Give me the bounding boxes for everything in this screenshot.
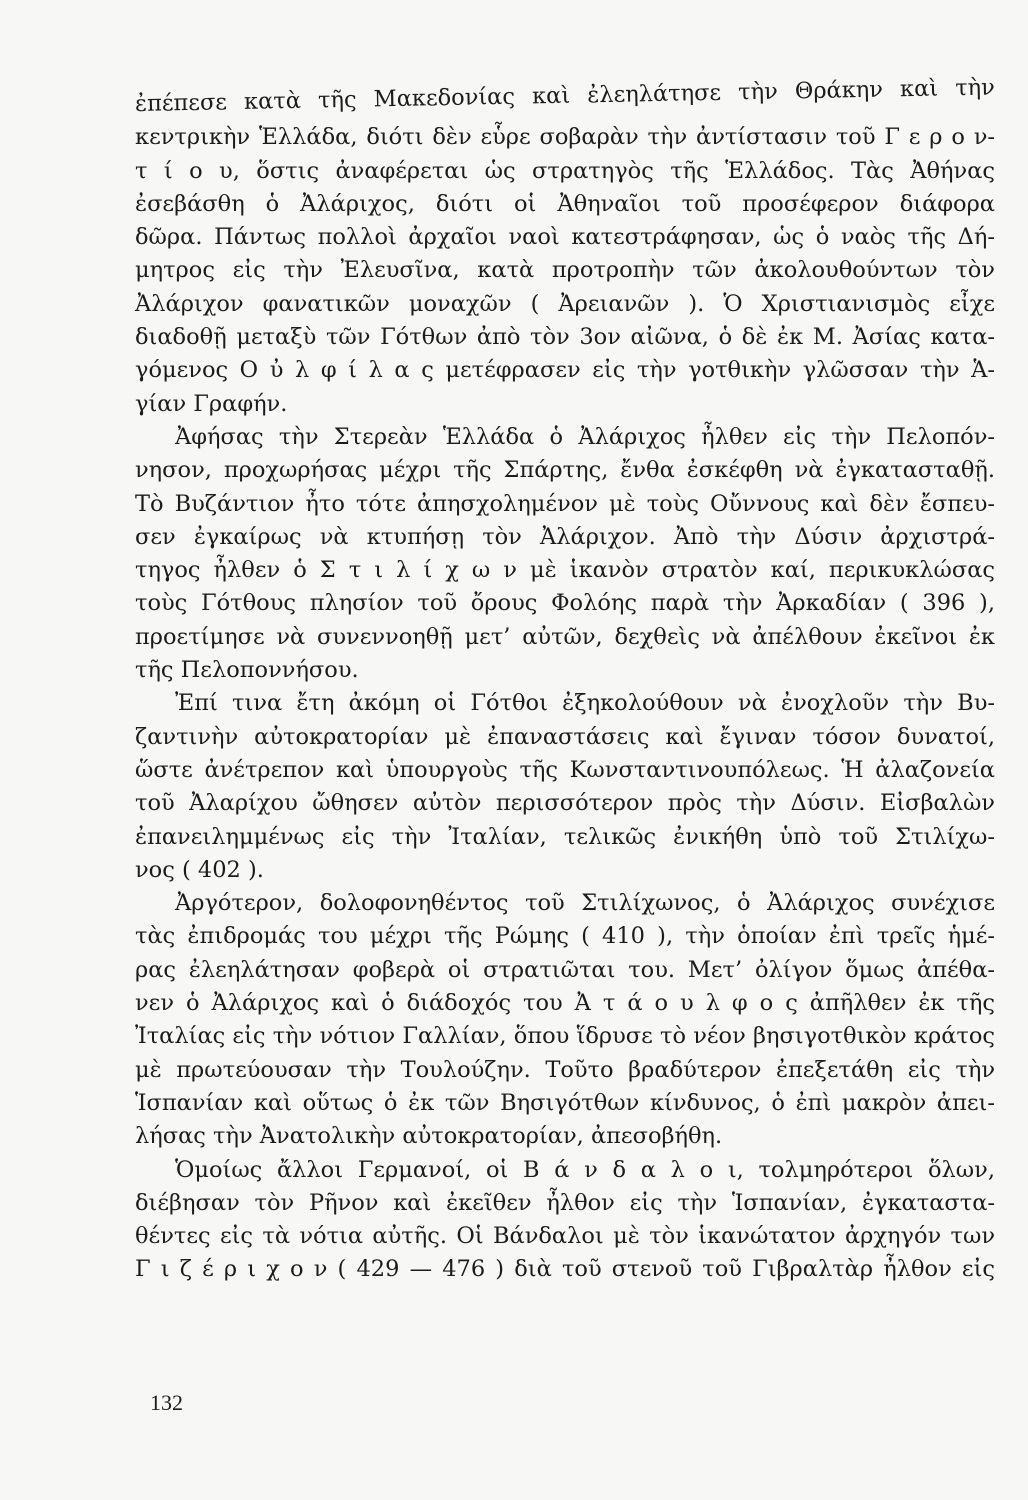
text-line: ἐσεβάσθη ὁ Ἀλάριχος, διότι οἱ Ἀθηναῖοι τοῦ προσέφερον διάφορα [135, 190, 995, 217]
text-line: διέβησαν τὸν Ρῆνον καὶ ἐκεῖθεν ἦλθον εἰς τὴν Ἱσπανίαν, ἐγκαταστα- [135, 1189, 995, 1216]
text-line: θέντες εἰς τὰ νότια αὐτῆς. Οἱ Βάνδαλοι μὲ τὸν ἱκανώτατον ἀρχηγόν των [135, 1223, 995, 1250]
text-line: ζαντινὴν αὐτοκρατορίαν μὲ ἐπαναστάσεις καὶ ἔγιναν τόσον δυνατοί, [135, 723, 995, 750]
text-line: Ἀλάριχον φανατικῶν μοναχῶν ( Ἀρειανῶν ). Ὁ Χριστιανισμὸς εἶχε [135, 290, 995, 317]
text-line: ἐπέπεσε κατὰ τῆς Μακεδονίας καὶ ἐλεηλάτησε τὴν Θράκην καὶ τὴν [134, 74, 996, 117]
text-line: μητρος εἰς τὴν Ἐλευσῖνα, κατὰ προτροπὴν τῶν ἀκολουθούντων τὸν [135, 257, 995, 284]
text-line: γόμενος Ο ὐ λ φ ί λ α ς μετέφρασεν εἰς τὴν γοτθικὴν γλῶσσαν τὴν Ἁ- [135, 357, 995, 384]
text-line: ὥστε ἀνέτρεπον καὶ ὑπουργοὺς τῆς Κωνσταντινουπόλεως. Ἡ ἀλαζονεία [135, 756, 995, 783]
text-line: τὰς ἐπιδρομάς του μέχρι τῆς Ρώμης ( 410 ), τὴν ὁποίαν ἐπὶ τρεῖς ἡμέ- [135, 923, 995, 950]
text-line: Γ ι ζ έ ρ ι χ ο ν ( 429 — 476 ) διὰ τοῦ στενοῦ τοῦ Γιβραλτὰρ ἦλθον εἰς [135, 1256, 995, 1283]
text-line: τ ί ο υ, ὅστις ἀναφέρεται ὡς στρατηγὸς τῆς Ἑλλάδος. Τὰς Ἀθήνας [135, 157, 995, 184]
text-line: τοὺς Γότθους πλησίον τοῦ ὄρους Φολόης παρὰ τὴν Ἀρκαδίαν ( 396 ), [135, 590, 995, 617]
text-line: Ἱσπανίαν καὶ οὕτως ὁ ἐκ τῶν Βησιγότθων κίνδυνος, ὁ ἐπὶ μακρὸν ἀπει- [135, 1089, 995, 1116]
text-line: λήσας τὴν Ἀνατολικὴν αὐτοκρατορίαν, ἀπεσοβήθη. [135, 1123, 723, 1150]
text-line: κεντρικὴν Ἑλλάδα, διότι δὲν εὗρε σοβαρὰν τὴν ἀντίστασιν τοῦ Γ ε ρ ο ν- [135, 124, 995, 151]
text-line: σεν ἐγκαίρως νὰ κτυπήσῃ τὸν Ἀλάριχον. Ἀπὸ τὴν Δύσιν ἀρχιστρά- [135, 523, 995, 550]
text-line: δῶρα. Πάντως πολλοὶ ἀρχαῖοι ναοὶ κατεστράφησαν, ὡς ὁ ναὸς τῆς Δή- [135, 224, 995, 251]
text-line: Τὸ Βυζάντιον ἦτο τότε ἀπησχολημένον μὲ τοὺς Οὔννους καὶ δὲν ἔσπευ- [135, 490, 995, 517]
text-line: προετίμησε νὰ συνεννοηθῇ μετ’ αὐτῶν, δεχθεὶς νὰ ἀπέλθουν ἐκεῖνοι ἐκ [135, 623, 995, 650]
paragraph-start-line: Ἀργότερον, δολοφονηθέντος τοῦ Στιλίχωνος, ὁ Ἀλάριχος συνέχισε [175, 890, 995, 917]
paragraph-start-line: Ἀφήσας τὴν Στερεὰν Ἑλλάδα ὁ Ἀλάριχος ἦλθεν εἰς τὴν Πελοπόν- [175, 423, 995, 450]
paragraph-start-line: Ἐπί τινα ἔτη ἀκόμη οἱ Γότθοι ἐξηκολούθουν νὰ ἐνοχλοῦν τὴν Βυ- [175, 690, 995, 717]
text-line: νεν ὁ Ἀλάριχος καὶ ὁ διάδοχός του Ἀ τ ά ο υ λ φ ο ς ἀπῆλθεν ἐκ τῆς [135, 990, 995, 1017]
text-line: τοῦ Ἀλαρίχου ὤθησεν αὐτὸν περισσότερον πρὸς τὴν Δύσιν. Εἰσβαλὼν [135, 790, 995, 817]
text-line: τῆς Πελοποννήσου. [135, 657, 359, 684]
text-line: νησον, προχωρήσας μέχρι τῆς Σπάρτης, ἔνθα ἐσκέφθη νὰ ἐγκατασταθῇ. [135, 457, 995, 484]
body-text [134, 74, 996, 1287]
text-line: Ἰταλίας εἰς τὴν νότιον Γαλλίαν, ὅπου ἵδρυσε τὸ νέον βησιγοτθικὸν κράτος [135, 1023, 995, 1050]
text-line: γίαν Γραφήν. [135, 390, 288, 417]
paragraph-start-line: Ὁμοίως ἄλλοι Γερμανοί, οἱ Β ά ν δ α λ ο ι, τολμηρότεροι ὅλων, [175, 1156, 995, 1183]
text-line: νος ( 402 ). [135, 856, 264, 883]
text-line: διαδοθῇ μεταξὺ τῶν Γότθων ἀπὸ τὸν 3ον αἰῶνα, ὁ δὲ ἐκ Μ. Ἀσίας κατα- [135, 324, 995, 351]
text-line: τηγος ἦλθεν ὁ Σ τ ι λ ί χ ω ν μὲ ἱκανὸν στρατὸν καί, περικυκλώσας [135, 557, 995, 584]
text-line: μὲ πρωτεύουσαν τὴν Τουλούζην. Τοῦτο βραδύτερον ἐπεξετάθη εἰς τὴν [135, 1056, 995, 1083]
text-line: ρας ἐλεηλάτησαν φοβερὰ οἱ στρατιῶται του. Μετ’ ὀλίγον ὅμως ἀπέθα- [135, 956, 995, 983]
text-line: ἐπανειλημμένως εἰς τὴν Ἰταλίαν, τελικῶς ἐνικήθη ὑπὸ τοῦ Στιλίχω- [135, 823, 995, 850]
page-number: 132 [150, 1390, 183, 1415]
